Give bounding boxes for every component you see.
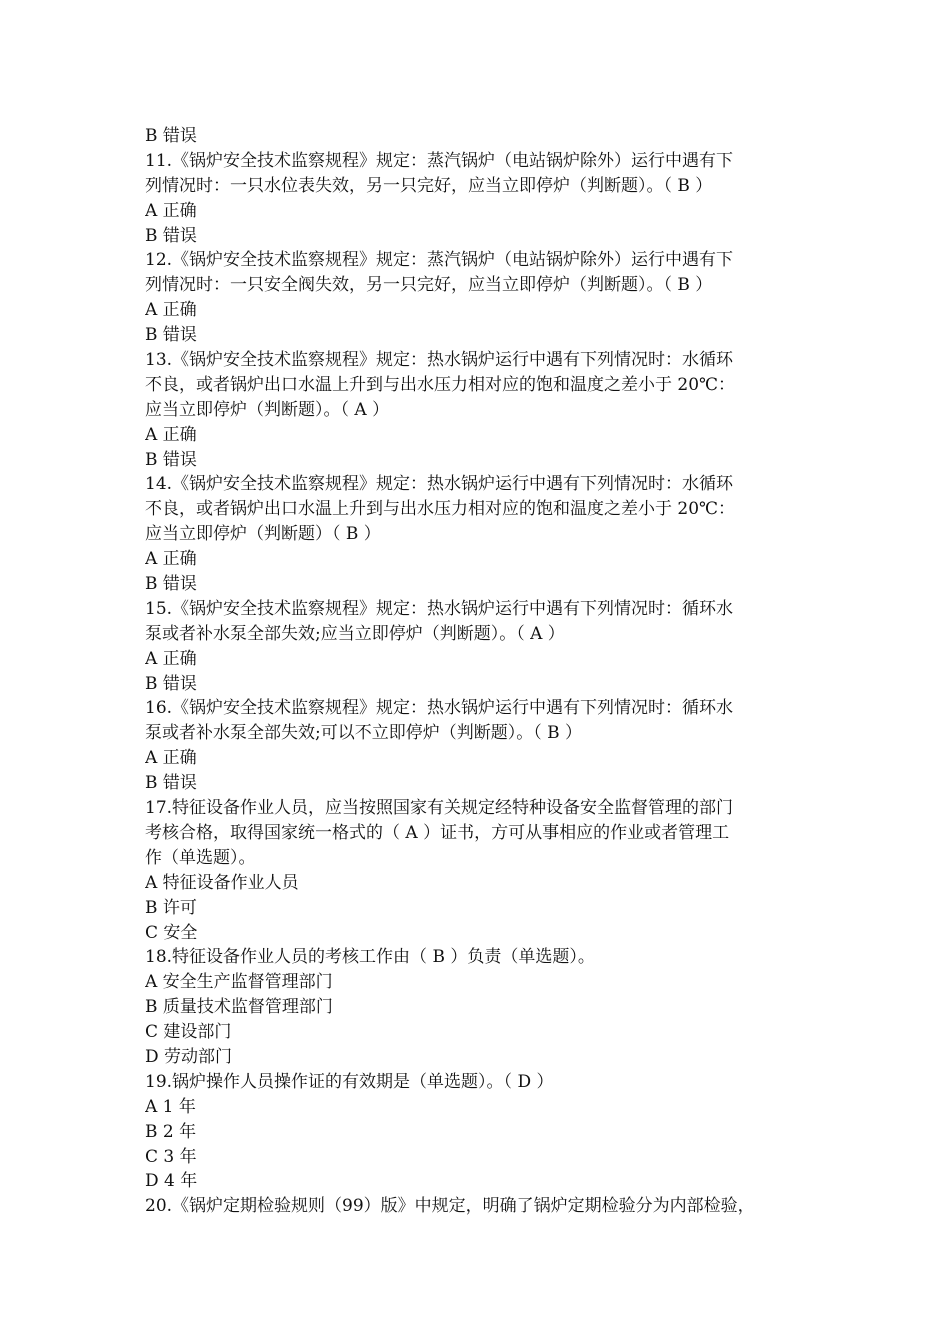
- text-line: 列情况时：一只安全阀失效，另一只完好，应当立即停炉（判断题）。（ B ）: [145, 275, 713, 296]
- text-line: 15.《锅炉安全技术监察规程》规定：热水锅炉运行中遇有下列情况时：循环水: [145, 598, 734, 619]
- text-line: A 正确: [145, 549, 197, 570]
- text-line: C 建设部门: [145, 1022, 232, 1043]
- text-line: 应当立即停炉（判断题）（ B ）: [145, 524, 381, 545]
- text-line: B 许可: [145, 897, 197, 918]
- text-line: A 正确: [145, 200, 197, 221]
- text-line: 17.特征设备作业人员，应当按照国家有关规定经特种设备安全监督管理的部门: [145, 798, 734, 819]
- text-line: B 错误: [145, 325, 197, 346]
- text-line: A 正确: [145, 424, 197, 445]
- text-line: 11.《锅炉安全技术监察规程》规定：蒸汽锅炉（电站锅炉除外）运行中遇有下: [145, 150, 734, 171]
- text-line: A 1 年: [145, 1096, 196, 1117]
- text-line: B 错误: [145, 449, 197, 470]
- text-line: 作（单选题）。: [145, 847, 256, 868]
- document-body: [145, 124, 825, 1219]
- text-line: B 质量技术监督管理部门: [145, 997, 333, 1018]
- text-line: 19.锅炉操作人员操作证的有效期是（单选题）。（ D ）: [145, 1071, 554, 1092]
- text-line: B 错误: [145, 773, 197, 794]
- text-line: A 正确: [145, 300, 197, 321]
- text-line: 泵或者补水泵全部失效;应当立即停炉（判断题）。（ A ）: [145, 623, 565, 644]
- text-line: A 安全生产监督管理部门: [145, 972, 333, 993]
- text-line: 16.《锅炉安全技术监察规程》规定：热水锅炉运行中遇有下列情况时：循环水: [145, 698, 734, 719]
- text-line: B 错误: [145, 574, 197, 595]
- text-line: 20.《锅炉定期检验规则（99）版》中规定，明确了锅炉定期检验分为内部检验，: [145, 1196, 755, 1217]
- text-line: B 2 年: [145, 1121, 197, 1142]
- text-line: D 劳动部门: [145, 1046, 233, 1067]
- text-line: 应当立即停炉（判断题）。（ A ）: [145, 399, 390, 420]
- text-line: A 正确: [145, 648, 197, 669]
- text-line: C 3 年: [145, 1146, 197, 1167]
- text-line: 列情况时：一只水位表失效，另一只完好，应当立即停炉（判断题）。（ B ）: [145, 175, 713, 196]
- text-line: 14.《锅炉安全技术监察规程》规定：热水锅炉运行中遇有下列情况时：水循环: [145, 474, 734, 495]
- text-line: 18.特征设备作业人员的考核工作由（ B ）负责（单选题）。: [145, 947, 595, 968]
- text-line: B 错误: [145, 673, 197, 694]
- text-line: D 4 年: [145, 1171, 198, 1192]
- text-line: 泵或者补水泵全部失效;可以不立即停炉（判断题）。（ B ）: [145, 723, 583, 744]
- text-line: 13.《锅炉安全技术监察规程》规定：热水锅炉运行中遇有下列情况时：水循环: [145, 350, 734, 371]
- text-line: 考核合格，取得国家统一格式的（ A ）证书，方可从事相应的作业或者管理工: [145, 822, 730, 843]
- text-line: B 错误: [145, 225, 197, 246]
- text-line: B 错误: [145, 126, 197, 146]
- text-line: 12.《锅炉安全技术监察规程》规定：蒸汽锅炉（电站锅炉除外）运行中遇有下: [145, 250, 734, 271]
- text-line: 不良，或者锅炉出口水温上升到与出水压力相对应的饱和温度之差小于 20℃：: [145, 374, 736, 395]
- text-line: A 正确: [145, 748, 197, 769]
- text-line: A 特征设备作业人员: [145, 872, 299, 893]
- text-line: C 安全: [145, 922, 198, 943]
- text-line: 不良，或者锅炉出口水温上升到与出水压力相对应的饱和温度之差小于 20℃：: [145, 499, 736, 520]
